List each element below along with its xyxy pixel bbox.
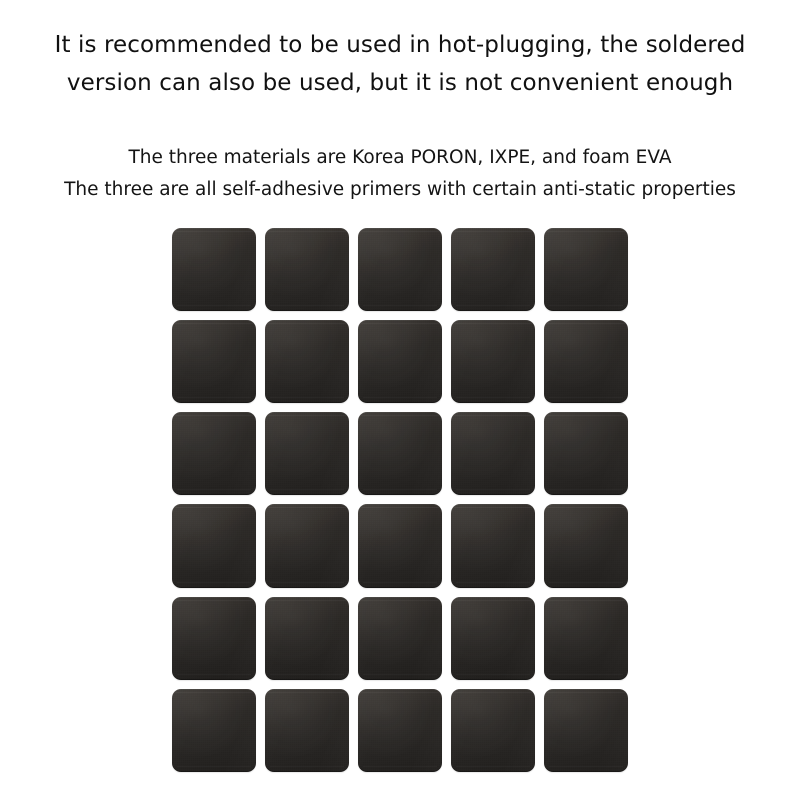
pad-texture	[172, 412, 256, 495]
pad-texture	[172, 228, 256, 311]
pad-sheen	[451, 228, 535, 311]
foam-pad	[172, 689, 256, 772]
headline-line-1: It is recommended to be used in hot-plugging, the soldered	[54, 32, 746, 58]
foam-pad	[265, 412, 349, 495]
pad-sheen	[544, 504, 628, 587]
pad-sheen	[172, 320, 256, 403]
foam-pad	[544, 228, 628, 311]
pad-texture	[265, 320, 349, 403]
pad-sheen	[544, 412, 628, 495]
pad-texture	[451, 412, 535, 495]
pad-texture	[451, 689, 535, 772]
pad-sheen	[265, 597, 349, 680]
pad-sheen	[265, 689, 349, 772]
pad-texture	[544, 228, 628, 311]
pad-sheen	[451, 320, 535, 403]
pad-sheen	[358, 412, 442, 495]
pad-texture	[358, 320, 442, 403]
foam-pad	[265, 597, 349, 680]
foam-pad	[265, 689, 349, 772]
foam-pad	[172, 597, 256, 680]
foam-pad	[451, 597, 535, 680]
pad-texture	[544, 412, 628, 495]
foam-pad	[172, 504, 256, 587]
pad-sheen	[451, 597, 535, 680]
pad-sheen	[172, 597, 256, 680]
pad-texture	[172, 689, 256, 772]
foam-pad	[265, 504, 349, 587]
headline-line-2: version can also be used, but it is not convenient enough	[66, 70, 734, 96]
pad-sheen	[358, 689, 442, 772]
pad-texture	[544, 320, 628, 403]
pad-sheen	[544, 597, 628, 680]
foam-pad	[358, 689, 442, 772]
pad-texture	[451, 320, 535, 403]
foam-pad	[451, 412, 535, 495]
pad-texture	[358, 412, 442, 495]
pad-sheen	[451, 412, 535, 495]
foam-pad	[265, 228, 349, 311]
pad-texture	[172, 597, 256, 680]
foam-pad	[544, 320, 628, 403]
foam-pad	[451, 689, 535, 772]
pad-sheen	[451, 689, 535, 772]
pad-sheen	[172, 504, 256, 587]
pad-sheen	[544, 320, 628, 403]
pad-texture	[265, 228, 349, 311]
pad-sheen	[172, 228, 256, 311]
foam-pad	[172, 320, 256, 403]
pad-sheen	[358, 228, 442, 311]
pad-sheen	[172, 412, 256, 495]
foam-pad	[544, 597, 628, 680]
pad-texture	[172, 504, 256, 587]
subhead-text	[0, 142, 800, 206]
pad-texture	[172, 320, 256, 403]
pad-texture	[544, 504, 628, 587]
foam-pad-grid	[172, 228, 628, 772]
foam-pad	[451, 228, 535, 311]
foam-pad	[451, 320, 535, 403]
foam-pad	[451, 504, 535, 587]
subhead-line-2: The three are all self-adhesive primers with certain anti-static properties	[64, 179, 736, 200]
foam-pad	[544, 689, 628, 772]
pad-texture	[544, 597, 628, 680]
pad-texture	[358, 597, 442, 680]
pad-texture	[544, 689, 628, 772]
subhead-line-1: The three materials are Korea PORON, IXPE, and foam EVA	[128, 147, 672, 168]
pad-texture	[265, 504, 349, 587]
pad-texture	[265, 597, 349, 680]
foam-pad	[358, 504, 442, 587]
pad-texture	[265, 412, 349, 495]
foam-pad	[358, 228, 442, 311]
pad-sheen	[265, 412, 349, 495]
pad-sheen	[358, 320, 442, 403]
pad-sheen	[358, 597, 442, 680]
foam-pad	[544, 412, 628, 495]
pad-sheen	[544, 228, 628, 311]
pad-sheen	[451, 504, 535, 587]
foam-pad	[358, 320, 442, 403]
pad-texture	[451, 597, 535, 680]
pad-sheen	[265, 228, 349, 311]
foam-pad	[172, 228, 256, 311]
headline-text	[0, 26, 800, 102]
pad-texture	[358, 689, 442, 772]
pad-texture	[358, 504, 442, 587]
pad-sheen	[265, 320, 349, 403]
foam-pad	[265, 320, 349, 403]
pad-sheen	[265, 504, 349, 587]
pad-texture	[265, 689, 349, 772]
pad-texture	[451, 504, 535, 587]
pad-sheen	[544, 689, 628, 772]
foam-pad	[358, 412, 442, 495]
pad-texture	[451, 228, 535, 311]
foam-pad	[544, 504, 628, 587]
pad-sheen	[172, 689, 256, 772]
pad-sheen	[358, 504, 442, 587]
foam-pad	[358, 597, 442, 680]
foam-pad	[172, 412, 256, 495]
pad-texture	[358, 228, 442, 311]
